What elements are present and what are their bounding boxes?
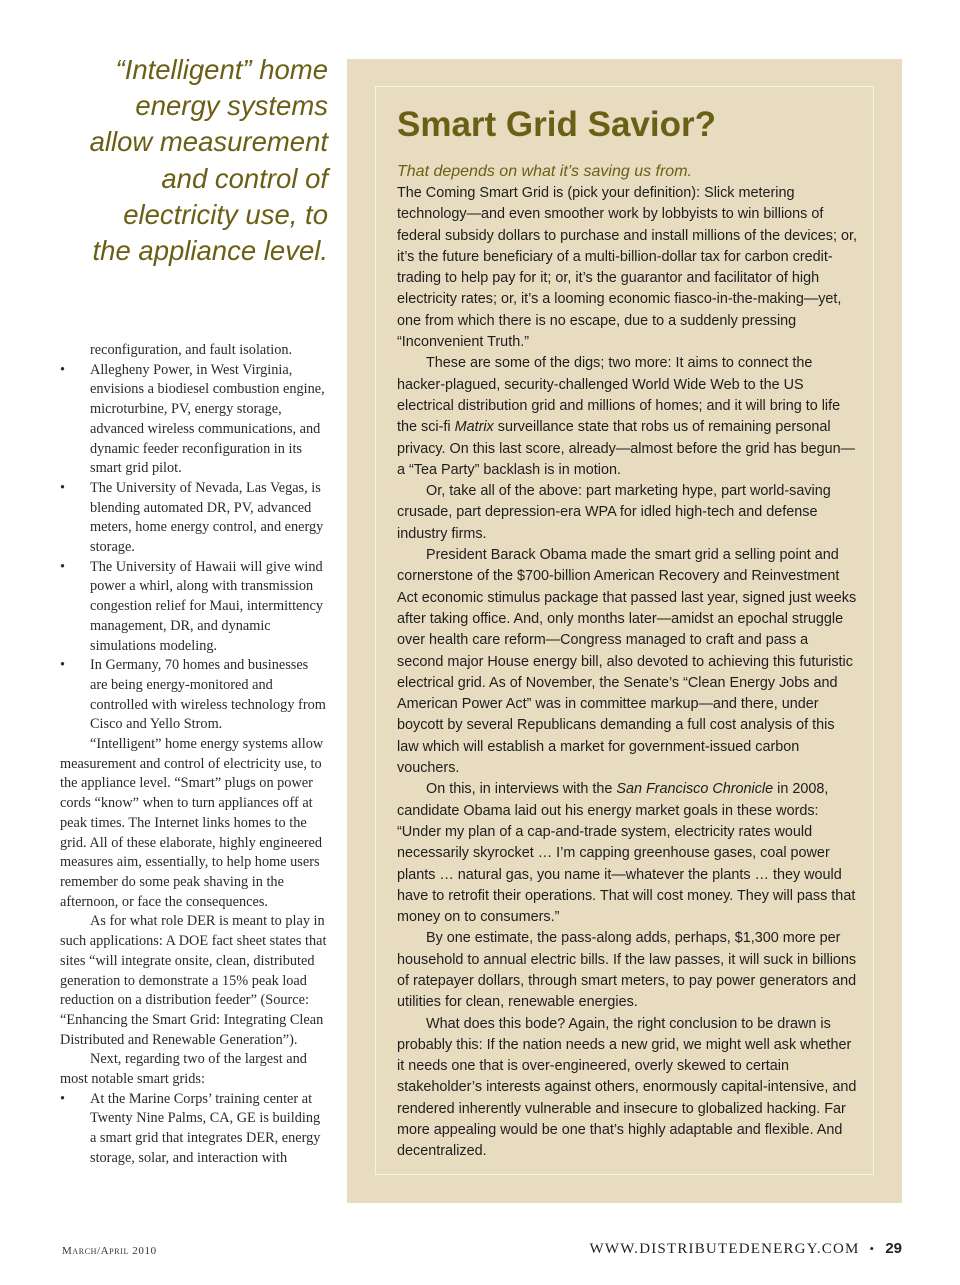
page-footer: [590, 1239, 902, 1259]
body-paragraph: As for what role DER is meant to play in such applications: A DOE fact sheet states that sites “will integrate onsite, clean, distributed generation to demonstrate a 15% peak load reduction on a distribution feeder” (Source: “Enhancing the Smart Grid: Integrating Clean Distributed and Renewable Generation”).: [60, 913, 327, 1048]
pull-quote-line: “Intelligent” home: [115, 54, 328, 85]
page-number: 29: [885, 1240, 902, 1257]
bullet-marker: •: [60, 361, 66, 378]
bullet-marker: •: [60, 558, 66, 575]
pull-quote-line: energy systems: [135, 90, 328, 122]
pull-quote-line: electricity use, to: [123, 198, 328, 230]
bullet-text: In Germany, 70 homes and businesses are being energy-monitored and controlled with wireless technology from Cisco and Yello Strom.: [90, 657, 326, 733]
pull-quote-line: the appliance level.: [92, 235, 328, 267]
bullet-item: [60, 479, 328, 558]
bullet-item: [60, 656, 328, 735]
bullet-marker: •: [60, 1090, 66, 1107]
bullet-text: Allegheny Power, in West Virginia, envisions a biodiesel combustion engine, microturbine, PV, energy storage, advanced wireless communications, and dynamic feeder reconfiguration in its smart grid pilot.: [90, 361, 325, 477]
pull-quote-line: allow measurement: [89, 126, 328, 158]
matrix-title: Matrix: [454, 419, 494, 436]
sidebar-paragraph: What does this bode? Again, the right conclusion to be drawn is probably this: If the nation needs a new grid, we might well ask whether it needs one that is over-engineered, overly skewed to certain stakeholder’s interests against others, enormously capital-intensive, and rendered inherently vulnerable and insecure to globalized hacking. Far more appealing would be one that’s highly adaptable and flexible. And decentralized.: [397, 1015, 857, 1160]
bullet-item: [60, 1090, 328, 1169]
website-url: WWW.DISTRIBUTEDENERGY.COM: [589, 1241, 860, 1257]
sidebar-paragraph: President Barack Obama made the smart grid a selling point and cornerstone of the $700-billion American Recovery and Reinvestment Act economic stimulus package that passed last year, signed just weeks after taking office. And, only months later—amidst an epochal struggle over health care reform—Congress managed to craft and pass a second major House energy bill, also devoted to achieving this futuristic electrical grid. As of November, the Senate’s “Clean Energy Jobs and American Power Act” was in committee markup—and there, under boycott by several Republicans demanding a full cost analysis of this law which will establish a market for government-issued carbon vouchers.: [397, 547, 857, 777]
sidebar-body: [397, 183, 857, 1163]
continued-paragraph: reconfiguration, and fault isolation.: [90, 342, 293, 358]
body-paragraph: Next, regarding two of the largest and most notable smart grids:: [60, 1051, 307, 1088]
sidebar-box: [347, 59, 902, 1203]
newspaper-title: San Francisco Chronicle: [616, 781, 774, 798]
sidebar-title: Smart Grid Savior?: [397, 105, 716, 144]
sidebar-deck: That depends on what it’s saving us from.: [397, 163, 692, 180]
bullet-item: [60, 558, 328, 657]
bullet-marker: •: [60, 657, 66, 674]
sidebar-paragraph: By one estimate, the pass-along adds, perhaps, $1,300 more per household to annual electric bills. If the law passes, it will suck in billions of ratepayer dollars, through smart meters, to pay power generators and utilities for clean, renewable energies.: [397, 930, 857, 1011]
sidebar-paragraph: The Coming Smart Grid is (pick your definition): Slick metering technology—and even smoother work by lobbyists to win billions of federal subsidy dollars to purchase and install millions of the devices; or, it’s the future beneficiary of a multi-billion-dollar tax for carbon credit-trading to help pay for it; or, it’s the guarantor and facilitator of high electricity rates; or, it’s a looming economic fiasco-in-the-making—yet, one from which there is no escape, due to a suddenly pressing “Inconvenient Truth.”: [397, 185, 857, 351]
footer-separator: •: [869, 1241, 876, 1256]
sidebar-paragraph: On this, in interviews with the San Francisco Chronicle in 2008, candidate Obama laid out his energy market goals in these words: “Under my plan of a cap-and-trade system, electricity rates would necessarily skyrocket … I’m capping greenhouse gases, coal power plants … natural gas, you name it—whatever the plants … they would have to retrofit their operations. That will cost money. They will pass that money on to consumers.”: [397, 781, 856, 926]
issue-date: March/April 2010: [62, 1245, 157, 1257]
sidebar-paragraph: Or, take all of the above: part marketing hype, part world-saving crusade, part depression-era WPA for idled high-tech and defense industry firms.: [397, 483, 831, 542]
pull-quote: [60, 52, 328, 269]
bullet-text: At the Marine Corps’ training center at Twenty Nine Palms, CA, GE is building a smart grid that integrates DER, energy storage, solar, and interaction with: [90, 1090, 321, 1166]
bullet-item: [60, 361, 328, 479]
sidebar-paragraph: These are some of the digs; two more: It aims to connect the hacker-plagued, security-challenged World Wide Web to the US electrical distribution grid and millions of homes; and it will bring to life the sci-fi Matrix surveillance state that robs us of remaining personal privacy. On this last score, already—almost before the grid has begun—a “Tea Party” backlash is in motion.: [397, 355, 856, 478]
pull-quote-line: and control of: [161, 162, 328, 194]
bullet-text: The University of Nevada, Las Vegas, is blending automated DR, PV, advanced meters, home energy control, and energy storage.: [90, 479, 324, 556]
left-column-text: [60, 341, 328, 1169]
bullet-marker: •: [60, 479, 66, 496]
bullet-text: The University of Hawaii will give wind power a whirl, along with transmission congestion relief for Maui, intermittency management, DR, and dynamic simulations modeling.: [90, 558, 324, 654]
body-paragraph: “Intelligent” home energy systems allow measurement and control of electricity use, to the appliance level. “Smart” plugs on power cords “know” when to turn appliances off at peak times. The Internet links homes to the grid. All of these elaborate, highly engineered measures aim, essentially, to help home users remember do some peak shaving in the afternoon, or face the consequences.: [60, 736, 324, 910]
